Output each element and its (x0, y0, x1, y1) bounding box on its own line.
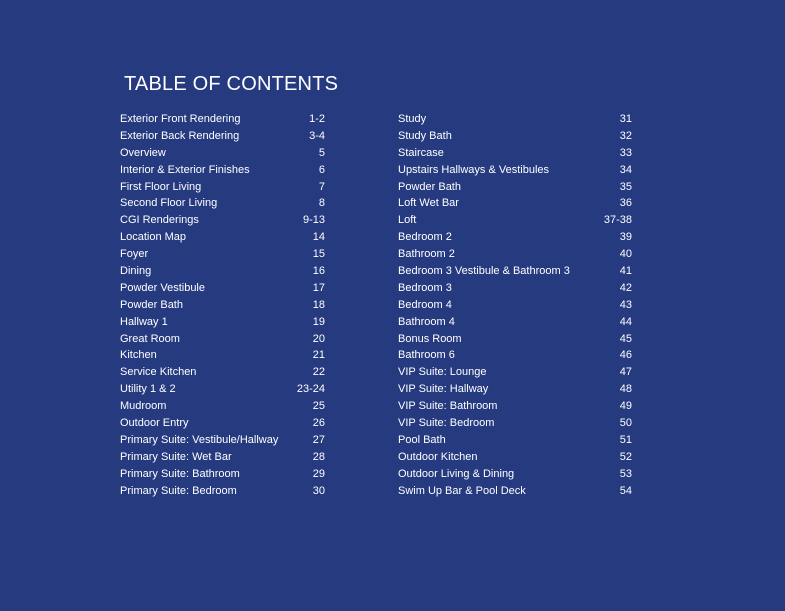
toc-entry-page-number: 39 (619, 231, 632, 244)
toc-entry-page-number: 40 (619, 248, 632, 261)
toc-entry-page-number: 15 (312, 248, 325, 261)
toc-entry-page-number: 45 (619, 332, 632, 345)
toc-entry (398, 466, 632, 483)
toc-entry-label: Powder Bath (120, 298, 183, 311)
toc-entry (398, 162, 632, 179)
toc-entry (120, 466, 325, 483)
toc-entry-label: First Floor Living (120, 180, 202, 193)
toc-entry-page-number: 51 (619, 433, 632, 446)
toc-entry-label: Dining (120, 265, 152, 278)
toc-entry-page-number: 18 (312, 298, 325, 311)
toc-entry (120, 145, 325, 162)
toc-entry-page-number: 44 (619, 315, 632, 328)
toc-entry-label: VIP Suite: Lounge (398, 366, 487, 379)
toc-entry (398, 398, 632, 415)
toc-entry-label: Exterior Front Rendering (120, 113, 241, 125)
toc-entry-label: Bonus Room (398, 332, 462, 345)
toc-entry-label: Primary Suite: Vestibule/Hallway (120, 433, 279, 446)
toc-entry-page-number: 28 (312, 450, 325, 463)
toc-entry-page-number: 35 (619, 180, 632, 193)
toc-entry-page-number: 49 (619, 400, 632, 413)
toc-entry (120, 381, 325, 398)
toc-entry-label: Bedroom 4 (398, 298, 452, 311)
toc-entry (120, 331, 325, 348)
toc-entry-page-number: 27 (312, 433, 325, 446)
toc-entry-label: Great Room (120, 332, 180, 345)
toc-entry-page-number: 21 (312, 349, 325, 362)
toc-entry-label: Bedroom 3 Vestibule & Bathroom 3 (398, 265, 570, 278)
toc-entry (398, 280, 632, 297)
toc-entry (398, 179, 632, 196)
toc-entry-page-number: 8 (318, 197, 325, 210)
toc-entry-page-number: 50 (619, 417, 632, 430)
toc-entry-label: VIP Suite: Bedroom (398, 417, 495, 430)
toc-entry (398, 483, 632, 500)
toc-entry (120, 314, 325, 331)
toc-entry-label: VIP Suite: Bathroom (398, 400, 498, 413)
toc-entry (398, 432, 632, 449)
toc-entry-label: Mudroom (120, 400, 167, 413)
toc-entry-label: Pool Bath (398, 433, 446, 446)
toc-entry (398, 145, 632, 162)
toc-entry-page-number: 19 (312, 315, 325, 328)
toc-entry (398, 246, 632, 263)
toc-entry-page-number: 1-2 (309, 113, 325, 125)
toc-entry-label: Outdoor Entry (120, 417, 189, 430)
toc-entry (398, 449, 632, 466)
toc-entry (120, 162, 325, 179)
toc-entry-page-number: 52 (619, 450, 632, 463)
toc-entry-label: Utility 1 & 2 (120, 383, 176, 396)
toc-entry-label: Study Bath (398, 129, 452, 142)
toc-entry-label: Primary Suite: Bathroom (120, 467, 240, 480)
toc-entry (398, 111, 632, 128)
toc-entry (398, 212, 632, 229)
toc-entry-page-number: 7 (318, 180, 325, 193)
toc-entry (120, 449, 325, 466)
toc-entry (398, 229, 632, 246)
toc-entry-page-number: 16 (312, 265, 325, 278)
toc-entry (120, 398, 325, 415)
toc-entry (120, 212, 325, 229)
toc-entry (398, 415, 632, 432)
toc-entry-label: Primary Suite: Wet Bar (120, 450, 232, 463)
toc-entry (120, 179, 325, 196)
toc-entry-page-number: 46 (619, 349, 632, 362)
toc-entry-label: Service Kitchen (120, 366, 197, 379)
toc-entry-label: Location Map (120, 231, 187, 244)
toc-entry (398, 331, 632, 348)
toc-entry (120, 229, 325, 246)
toc-entry-page-number: 9-13 (302, 214, 325, 227)
toc-entry-label: Loft (398, 214, 417, 227)
toc-entry-label: Bathroom 2 (398, 248, 455, 261)
toc-entry-page-number: 30 (312, 484, 325, 497)
toc-entry-page-number: 32 (619, 129, 632, 142)
toc-entry (120, 111, 325, 128)
toc-entry-label: Kitchen (120, 349, 157, 362)
toc-entry (120, 347, 325, 364)
toc-entry-label: Second Floor Living (120, 197, 218, 210)
toc-entry-page-number: 36 (619, 197, 632, 210)
toc-entry-label: Exterior Back Rendering (120, 129, 240, 142)
toc-entry-label: Bathroom 4 (398, 315, 455, 328)
toc-entry-label: Bedroom 2 (398, 231, 452, 244)
toc-entry (120, 364, 325, 381)
toc-entry (120, 263, 325, 280)
toc-left-column (120, 111, 325, 499)
toc-entry-label: Hallway 1 (120, 315, 168, 328)
toc-entry-label: Primary Suite: Bedroom (120, 484, 237, 497)
toc-entry (120, 195, 325, 212)
toc-entry-label: Outdoor Kitchen (398, 450, 478, 463)
toc-entry-page-number: 29 (312, 467, 325, 480)
toc-entry-page-number: 33 (619, 146, 632, 159)
toc-entry-page-number: 17 (312, 281, 325, 294)
toc-entry (120, 280, 325, 297)
toc-entry-label: Swim Up Bar & Pool Deck (398, 484, 526, 497)
toc-entry (398, 263, 632, 280)
toc-entry (120, 415, 325, 432)
toc-right-column (398, 111, 632, 499)
page-title: TABLE OF CONTENTS (124, 73, 339, 95)
toc-entry (120, 297, 325, 314)
toc-entry-label: Interior & Exterior Finishes (120, 163, 250, 176)
toc-entry-label: Bathroom 6 (398, 349, 455, 362)
toc-entry-label: Powder Vestibule (120, 281, 205, 294)
toc-entry-page-number: 5 (318, 146, 325, 159)
toc-entry-page-number: 42 (619, 281, 632, 294)
toc-entry (398, 297, 632, 314)
toc-entry-label: Overview (120, 146, 166, 159)
toc-entry-page-number: 20 (312, 332, 325, 345)
toc-entry-label: Outdoor Living & Dining (398, 467, 515, 480)
toc-entry (398, 381, 632, 398)
toc-entry-page-number: 3-4 (309, 129, 325, 142)
toc-entry-label: Staircase (398, 146, 444, 159)
toc-entry-page-number: 6 (318, 163, 325, 176)
toc-entry-page-number: 34 (619, 163, 632, 176)
toc-entry-page-number: 37-38 (603, 214, 632, 227)
toc-entry (120, 432, 325, 449)
toc-entry-label: Foyer (120, 248, 149, 261)
toc-entry (398, 364, 632, 381)
toc-entry-page-number: 53 (619, 467, 632, 480)
toc-entry-label: Bedroom 3 (398, 281, 452, 294)
toc-entry-label: CGI Renderings (120, 214, 199, 227)
toc-entry (120, 483, 325, 500)
toc-entry-page-number: 26 (312, 417, 325, 430)
toc-entry (398, 195, 632, 212)
toc-entry (398, 314, 632, 331)
toc-entry-label: Powder Bath (398, 180, 461, 193)
toc-entry-label: Upstairs Hallways & Vestibules (398, 163, 550, 176)
toc-entry-page-number: 31 (619, 113, 632, 125)
toc-entry-label: VIP Suite: Hallway (398, 383, 489, 396)
toc-entry-page-number: 48 (619, 383, 632, 396)
toc-entry-page-number: 22 (312, 366, 325, 379)
toc-entry-page-number: 47 (619, 366, 632, 379)
toc-entry (120, 246, 325, 263)
toc-entry-label: Study (398, 113, 427, 125)
toc-entry (398, 347, 632, 364)
toc-entry-page-number: 43 (619, 298, 632, 311)
toc-entry-page-number: 14 (312, 231, 325, 244)
toc-entry-page-number: 54 (619, 484, 632, 497)
toc-entry (398, 128, 632, 145)
toc-entry-page-number: 23-24 (296, 383, 325, 396)
toc-entry-page-number: 25 (312, 400, 325, 413)
toc-entry (120, 128, 325, 145)
toc-entry-label: Loft Wet Bar (398, 197, 459, 210)
toc-entry-page-number: 41 (619, 265, 632, 278)
